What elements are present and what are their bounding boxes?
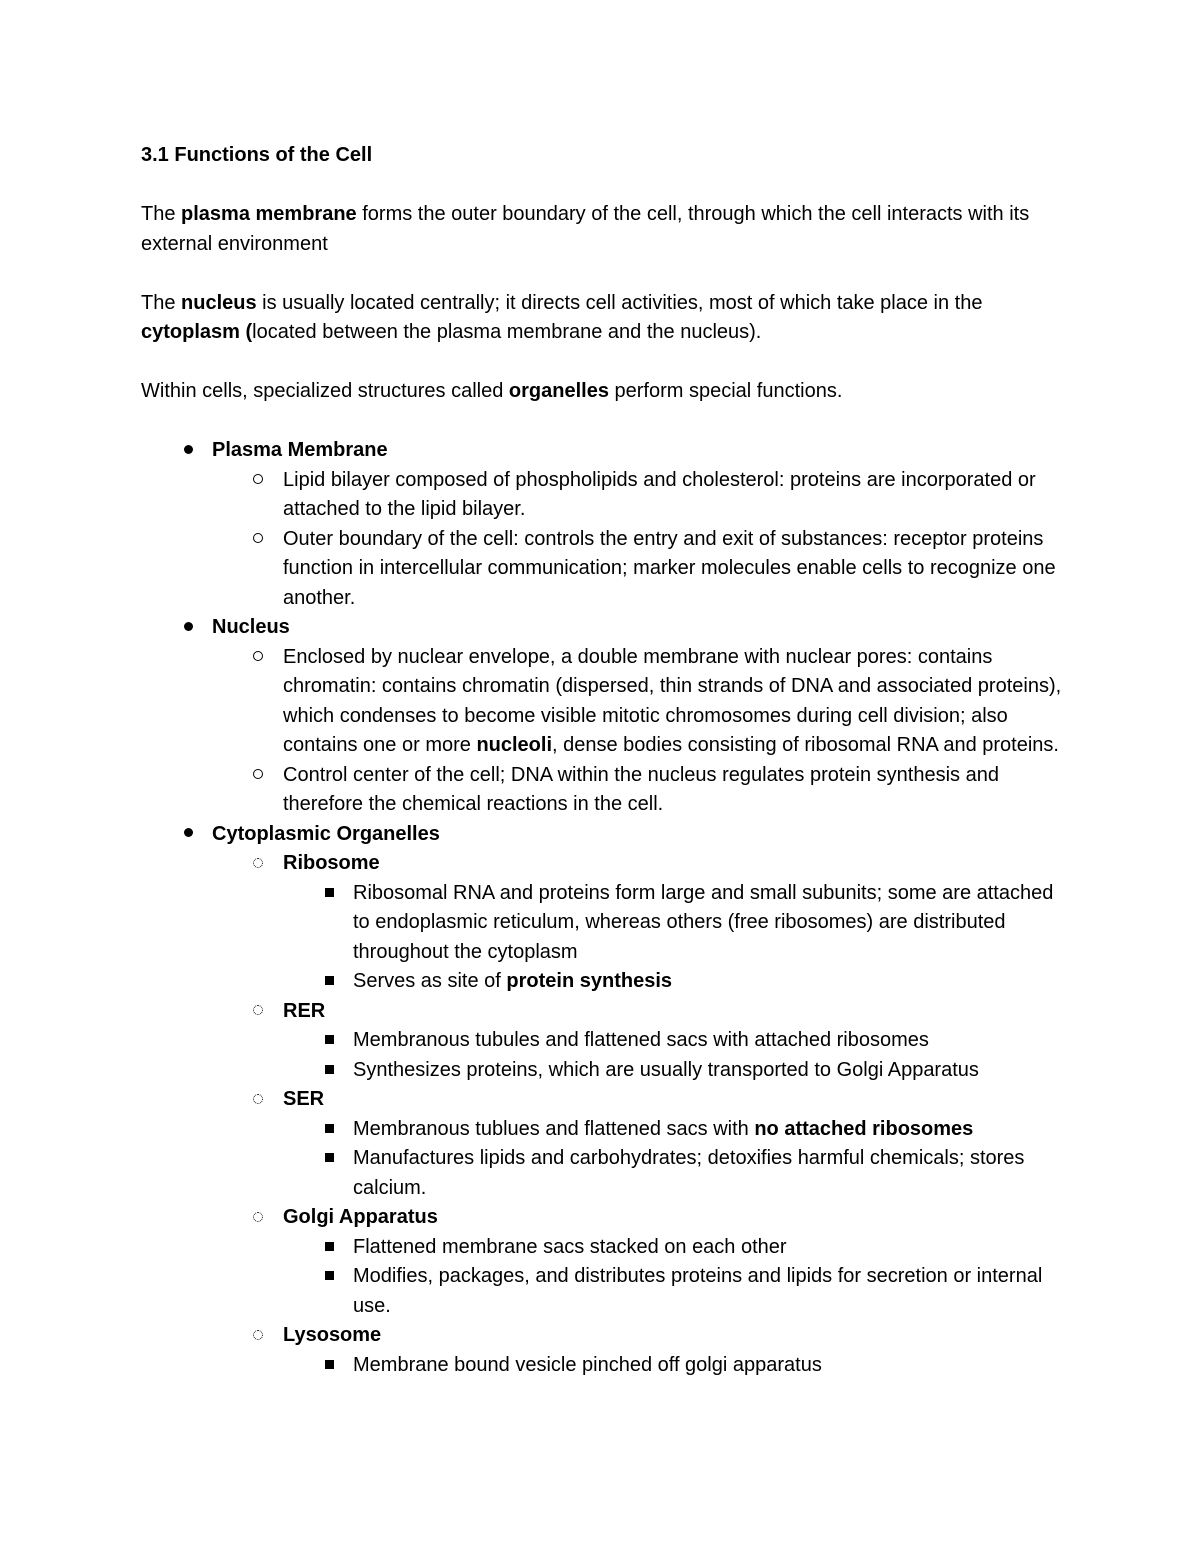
list-item-text: Enclosed by nuclear envelope, a double membrane with nuclear pores: contains chromatin: contains chromatin (dispersed, thin strands of DNA and associated proteins), which condenses to become visible mitotic chromosomes during cell division; also contains one or more [283,645,1062,756]
list-item [283,1115,1071,1145]
sub-list [283,1115,1071,1204]
sub-list [283,879,1071,997]
bullet-dot-icon [178,820,198,850]
sub-list [212,849,1071,1380]
organelle-outline [141,436,1071,1380]
text: is usually located centrally; it directs cell activities, most of which take place in the [256,291,983,314]
document-page [141,141,1071,1380]
list-item-text: Membranous tublues and flattened sacs with [353,1117,755,1140]
list-item-text: Manufactures lipids and carbohydrates; detoxifies harmful chemicals; stores calcium. [353,1147,1025,1199]
list-item [212,1203,1071,1321]
bold-term: plasma membrane [181,203,357,225]
bullet-square-icon [319,1262,339,1292]
list-item [212,643,1071,761]
bullet-dotted-ring-icon [248,1203,268,1233]
list-item [212,1085,1071,1203]
bullet-ring-icon [248,466,268,496]
list-item [212,849,1071,997]
list-item-text: Serves as site of [353,970,507,992]
list-item-title: SER [283,1088,325,1110]
bold-term: nucleus [181,291,257,314]
text: Within cells, specialized structures called [141,380,509,402]
list-item [212,1321,1071,1380]
list-item [141,820,1071,1381]
sub-list [283,1351,1071,1381]
bold-term: protein synthesis [506,970,673,992]
list-item-title: Nucleus [212,616,290,638]
text: The [141,203,182,225]
bullet-dotted-ring-icon [248,849,268,879]
list-item [212,466,1071,525]
sub-list [283,1026,1071,1085]
list-item [212,997,1071,1086]
list-item-title: Lysosome [283,1324,382,1346]
text: forms the outer boundary of the cell, through which the cell interacts with its external environment [141,203,1030,255]
bullet-square-icon [319,1115,339,1145]
list-item [283,1056,1071,1086]
list-item-text: Synthesizes proteins, which are usually transported to Golgi Apparatus [353,1058,979,1081]
list-item [283,1351,1071,1381]
bold-term: nucleoli [476,734,553,756]
bullet-dotted-ring-icon [248,997,268,1027]
paragraph-nucleus [141,289,1071,348]
list-item [283,1144,1071,1203]
list-item-text: Membrane bound vesicle pinched off golgi apparatus [353,1353,822,1376]
bullet-dot-icon [178,613,198,643]
paragraph-organelles [141,377,1071,407]
bullet-square-icon [319,967,339,997]
bold-term: cytoplasm ( [141,321,253,343]
list-item-title: Plasma Membrane [212,439,388,461]
bullet-dot-icon [178,436,198,466]
bold-term: no attached ribosomes [754,1117,974,1140]
bullet-dotted-ring-icon [248,1085,268,1115]
list-item [141,436,1071,613]
sub-list [283,1233,1071,1322]
list-item-title: Cytoplasmic Organelles [212,822,440,845]
bold-term: organelles [508,380,609,402]
bullet-ring-icon [248,643,268,673]
sub-list [212,466,1071,614]
list-item-text: , dense bodies consisting of ribosomal RNA and proteins. [552,734,1059,756]
list-item-title: Ribosome [283,852,380,874]
bullet-ring-icon [248,525,268,555]
bullet-square-icon [319,1351,339,1381]
list-item-title: Golgi Apparatus [283,1206,438,1228]
list-item-text: Lipid bilayer composed of phospholipids and cholesterol: proteins are incorporated or attached to the lipid bilayer. [283,468,1036,520]
bullet-square-icon [319,1056,339,1086]
list-item [212,525,1071,614]
bullet-dotted-ring-icon [248,1321,268,1351]
text: The [141,291,182,314]
list-item [283,1262,1071,1321]
bullet-square-icon [319,1233,339,1263]
list-item-text: Membranous tubules and flattened sacs with attached ribosomes [353,1029,929,1051]
list-item-title: RER [283,999,326,1022]
list-item [141,613,1071,820]
paragraph-plasma-membrane [141,200,1071,259]
list-item [212,761,1071,820]
section-heading: 3.1 Functions of the Cell [141,144,373,166]
list-item-text: Modifies, packages, and distributes proteins and lipids for secretion or internal use. [353,1265,1043,1317]
list-item-text: Flattened membrane sacs stacked on each other [353,1235,787,1258]
list-item [283,1233,1071,1263]
list-item [283,879,1071,968]
list-item [283,967,1071,997]
bullet-ring-icon [248,761,268,791]
list-item-text: Ribosomal RNA and proteins form large and small subunits; some are attached to endoplasmic reticulum, whereas others (free ribosomes) are distributed throughout the cytoplasm [353,881,1054,963]
list-item-text: Outer boundary of the cell: controls the entry and exit of substances: receptor proteins function in intercellular communication; marker molecules enable cells to recognize one another. [283,527,1056,609]
bullet-square-icon [319,1026,339,1056]
bullet-square-icon [319,1144,339,1174]
text: perform special functions. [608,380,843,402]
sub-list [212,643,1071,820]
list-item-text: Control center of the cell; DNA within the nucleus regulates protein synthesis and therefore the chemical reactions in the cell. [283,763,999,815]
bullet-square-icon [319,879,339,909]
text: located between the plasma membrane and the nucleus). [252,321,762,343]
list-item [283,1026,1071,1056]
